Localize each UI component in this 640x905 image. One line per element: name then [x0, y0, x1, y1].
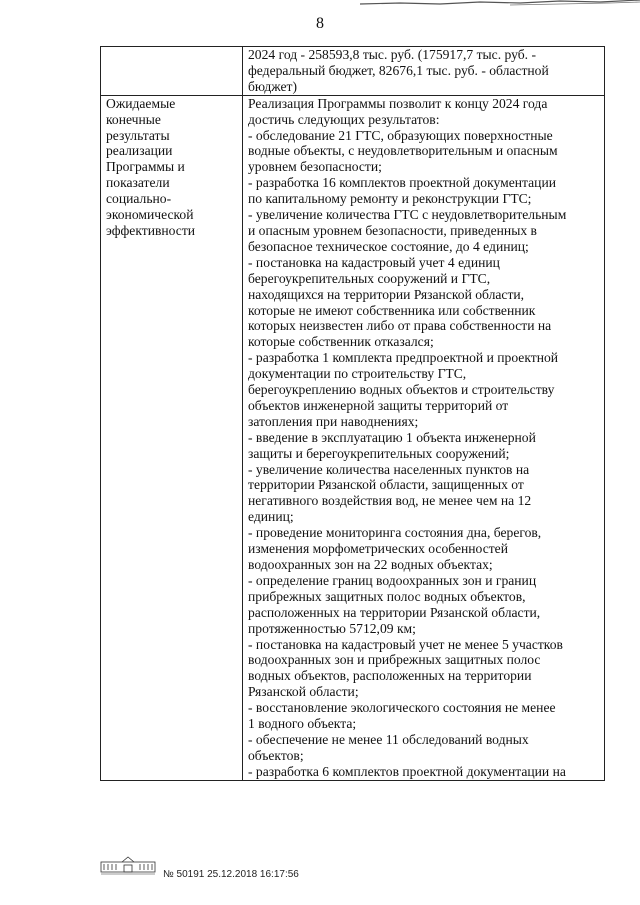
results-heading-line: результаты: [106, 127, 170, 143]
results-text-line: по капитальному ремонту и реконструкции ГТС;: [248, 191, 532, 207]
results-text-line: водных объектов, расположенных на территории: [248, 668, 532, 684]
results-text-line: объектов;: [248, 747, 304, 763]
results-text-line: и опасным уровнем безопасности, приведенных в: [248, 222, 537, 238]
results-text-line: - восстановление экологического состояния не менее: [248, 700, 556, 716]
funding-text-line: 2024 год - 258593,8 тыс. руб. (175917,7 тыс. руб. -: [248, 47, 536, 62]
scan-edge-mark: [360, 0, 640, 8]
results-text-line: - проведение мониторинга состояния дна, берегов,: [248, 525, 542, 541]
results-heading-line: эффективности: [106, 222, 196, 238]
results-text-line: берегоукрепительных сооружений и ГТС,: [248, 270, 491, 286]
results-heading-line: Ожидаемые: [106, 95, 176, 111]
results-text-line: водоохранных зон на 22 водных объектах;: [248, 557, 493, 572]
results-text-line: - разработка 1 комплекта предпроектной и проектной: [248, 350, 559, 366]
results-heading-line: показатели: [106, 175, 170, 191]
results-text-line: Рязанской области;: [248, 684, 359, 700]
results-text-line: территории Рязанской области, защищенных от: [248, 477, 524, 493]
results-heading-line: реализации: [106, 143, 173, 159]
results-text-line: объектов инженерной защиты территорий от: [248, 397, 509, 413]
results-text-line: прибрежных защитных полос водных объектов,: [248, 588, 526, 604]
table-cell-results-heading: [101, 95, 243, 780]
table-cell-results-list: [243, 95, 605, 780]
table-cell-empty: [101, 47, 243, 96]
funding-text-line: федеральный бюджет, 82676,1 тыс. руб. - областной: [248, 62, 549, 78]
results-text-line: - разработка 6 комплектов проектной документации на: [248, 763, 566, 779]
table-cell-funding: [243, 47, 605, 96]
results-text-line: - постановка на кадастровый учет 4 единиц: [248, 254, 500, 270]
results-text-line: - обеспечение не менее 11 обследований водных: [248, 731, 529, 747]
results-text-line: затопления при наводнениях;: [248, 413, 419, 429]
results-text-line: документации по строительству ГТС,: [248, 366, 467, 382]
results-text-line: защиты и берегоукрепительных сооружений;: [248, 445, 510, 461]
results-text-line: берегоукреплению водных объектов и строительству: [248, 382, 555, 398]
funding-text-line: бюджет): [248, 78, 298, 94]
results-text-line: которых неизвестен либо от права собственности на: [248, 318, 552, 334]
results-heading-line: социально-: [106, 191, 172, 207]
table-row-funding: [101, 47, 605, 96]
results-heading-line: конечные: [106, 111, 161, 127]
results-text-line: водоохранных зон и прибрежных защитных полос: [248, 652, 541, 668]
results-text-line: безопасное техническое состояние, до 4 единиц;: [248, 238, 529, 254]
page-number: 8: [316, 15, 324, 32]
results-text-line: достичь следующих результатов:: [248, 111, 440, 127]
regional-administration-logo: [100, 855, 156, 875]
results-heading-line: экономической: [106, 207, 194, 223]
results-heading-line: Программы и: [106, 159, 185, 175]
results-text-line: - определение границ водоохранных зон и границ: [248, 572, 537, 588]
results-text-line: - увеличение количества населенных пунктов на: [248, 461, 530, 477]
results-text-line: 1 водного объекта;: [248, 716, 357, 732]
results-text-line: которые собственник отказался;: [248, 334, 434, 350]
results-text-line: находящихся на территории Рязанской области,: [248, 286, 525, 302]
results-text-line: Реализация Программы позволит к концу 2024 года: [248, 95, 548, 111]
results-text-line: - обследование 21 ГТС, образующих поверхностные: [248, 127, 553, 143]
table-row-expected-results: [101, 95, 605, 780]
results-text-line: - увеличение количества ГТС с неудовлетворительным: [248, 207, 567, 223]
results-text-line: изменения морфометрических особенностей: [248, 541, 508, 557]
results-text-line: негативного воздействия вод, не менее чем на 12: [248, 493, 532, 509]
results-text-line: - постановка на кадастровый учет не менее 5 участков: [248, 636, 563, 652]
program-passport-table: [100, 46, 605, 781]
results-text-line: водные объекты, с неудовлетворительным и опасным: [248, 143, 558, 159]
results-text-line: уровнем безопасности;: [248, 159, 382, 175]
results-text-line: - разработка 16 комплектов проектной документации: [248, 175, 556, 191]
results-text-line: единиц;: [248, 509, 294, 525]
results-text-line: которые не имеют собственника или собственник: [248, 302, 536, 318]
results-text-line: - введение в эксплуатацию 1 объекта инженерной: [248, 429, 536, 445]
results-text-line: протяженностью 5712,09 км;: [248, 620, 416, 636]
results-text-line: расположенных на территории Рязанской области,: [248, 604, 541, 620]
document-registration-mark: № 50191 25.12.2018 16:17:56: [163, 869, 299, 880]
